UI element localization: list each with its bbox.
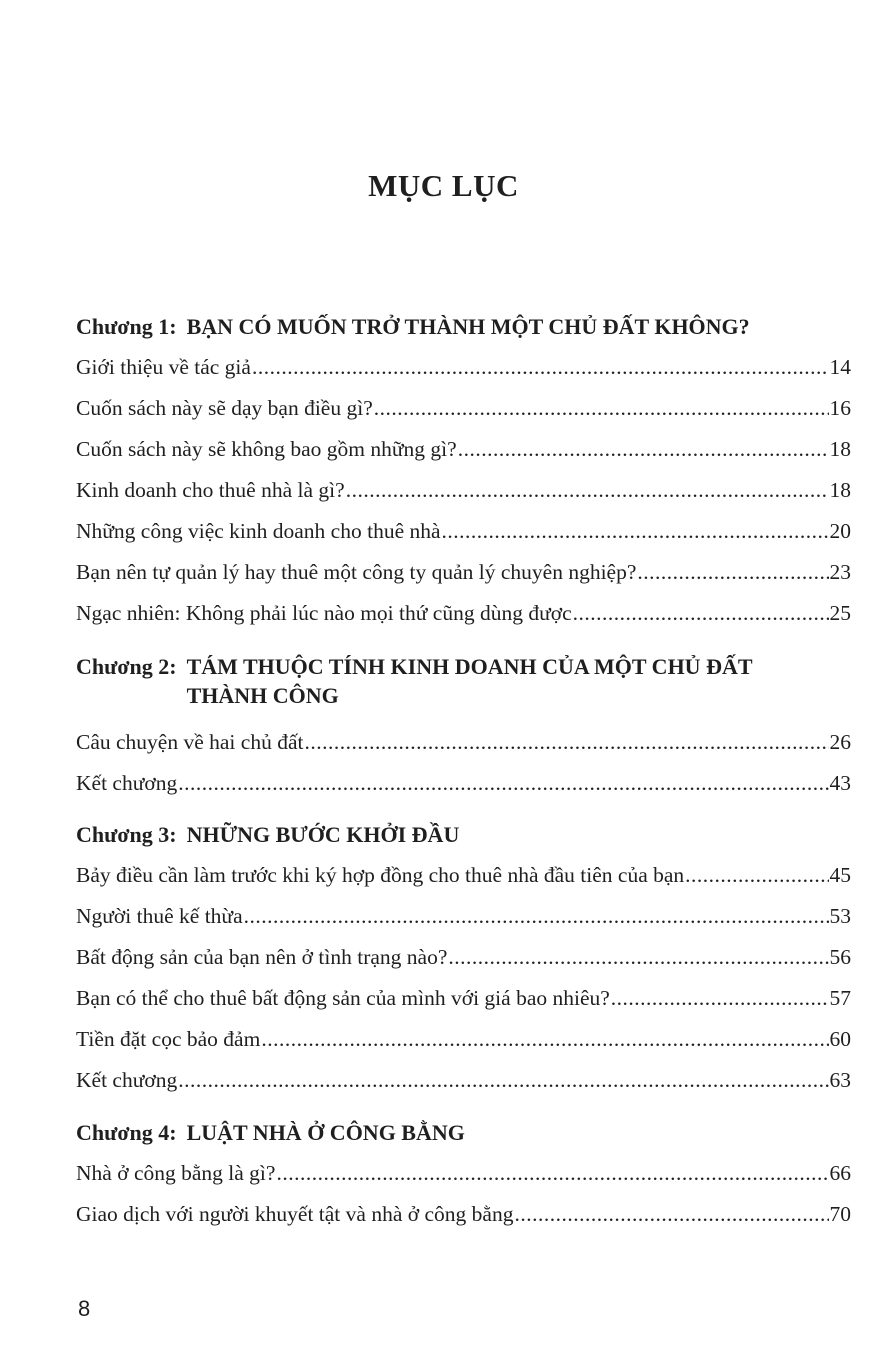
toc-entry[interactable]	[76, 983, 851, 1013]
entry-title: Cuốn sách này sẽ dạy bạn điều gì?	[76, 396, 373, 420]
entry-title: Bạn nên tự quản lý hay thuê một công ty quản lý chuyên nghiệp?	[76, 560, 637, 584]
leader-dots	[276, 1158, 828, 1188]
entry-page: 53	[829, 904, 851, 928]
toc-entry[interactable]	[76, 516, 851, 546]
entry-title: Người thuê kế thừa	[76, 904, 243, 928]
entry-page: 25	[829, 601, 851, 625]
leader-dots	[442, 516, 829, 546]
leader-dots	[252, 352, 829, 382]
entry-title: Câu chuyện về hai chủ đất	[76, 730, 304, 754]
entry-page: 60	[829, 1027, 851, 1051]
entry-page: 70	[829, 1202, 851, 1226]
chapter-heading	[76, 312, 836, 341]
entry-title: Bảy điều cần làm trước khi ký hợp đồng cho thuê nhà đầu tiên của bạn	[76, 863, 685, 887]
toc-entry[interactable]	[76, 901, 851, 931]
entry-page: 26	[829, 730, 851, 754]
entry-title: Kinh doanh cho thuê nhà là gì?	[76, 478, 345, 502]
leader-dots	[178, 1065, 828, 1095]
toc-entry[interactable]	[76, 1158, 851, 1188]
leader-dots	[374, 393, 829, 423]
chapter-heading	[76, 820, 836, 849]
chapter-title: BẠN CÓ MUỐN TRỞ THÀNH MỘT CHỦ ĐẤT KHÔNG?	[186, 314, 750, 339]
toc-entry[interactable]	[76, 1024, 851, 1054]
leader-dots	[458, 434, 829, 464]
toc-entry[interactable]	[76, 393, 851, 423]
toc-entry[interactable]	[76, 434, 851, 464]
chapter-title: LUẬT NHÀ Ở CÔNG BẰNG	[186, 1120, 465, 1145]
leader-dots	[261, 1024, 828, 1054]
entry-page: 63	[829, 1068, 851, 1092]
page-title: MỤC LỤC	[368, 168, 519, 203]
entry-title: Giới thiệu về tác giả	[76, 355, 251, 379]
entry-title: Tiền đặt cọc bảo đảm	[76, 1027, 261, 1051]
toc-entry[interactable]	[76, 557, 851, 587]
toc-entry[interactable]	[76, 1199, 851, 1229]
entry-title: Kết chương	[76, 1068, 178, 1092]
toc-entry[interactable]	[76, 768, 851, 798]
chapter-label: Chương 4:	[76, 1120, 177, 1145]
entry-page: 14	[829, 355, 851, 379]
toc-entry[interactable]	[76, 860, 851, 890]
entry-title: Bạn có thể cho thuê bất động sản của mình với giá bao nhiêu?	[76, 986, 610, 1010]
entry-page: 66	[829, 1161, 851, 1185]
toc-entry[interactable]	[76, 1065, 851, 1095]
chapter-title: TÁM THUỘC TÍNH KINH DOANH CỦA MỘT CHỦ ĐẤT THÀNH CÔNG	[186, 654, 753, 708]
toc-entry[interactable]	[76, 352, 851, 382]
leader-dots	[346, 475, 829, 505]
chapter-heading	[76, 652, 836, 710]
leader-dots	[637, 557, 828, 587]
leader-dots	[304, 727, 828, 757]
chapter-label: Chương 3:	[76, 822, 177, 847]
leader-dots	[573, 598, 829, 628]
toc-entry[interactable]	[76, 942, 851, 972]
entry-page: 57	[829, 986, 851, 1010]
entry-title: Giao dịch với người khuyết tật và nhà ở công bằng	[76, 1202, 514, 1226]
entry-title: Kết chương	[76, 771, 178, 795]
leader-dots	[685, 860, 828, 890]
leader-dots	[244, 901, 829, 931]
chapter-label: Chương 1:	[76, 314, 177, 339]
chapter-title: NHỮNG BƯỚC KHỞI ĐẦU	[186, 822, 460, 847]
chapter-label: Chương 2:	[76, 654, 177, 679]
entry-page: 56	[829, 945, 851, 969]
entry-title: Bất động sản của bạn nên ở tình trạng nào?	[76, 945, 448, 969]
toc-entry[interactable]	[76, 598, 851, 628]
entry-page: 18	[829, 478, 851, 502]
toc-entry[interactable]	[76, 475, 851, 505]
entry-page: 20	[829, 519, 851, 543]
entry-title: Những công việc kinh doanh cho thuê nhà	[76, 519, 441, 543]
leader-dots	[611, 983, 829, 1013]
leader-dots	[178, 768, 828, 798]
entry-page: 43	[829, 771, 851, 795]
entry-page: 16	[829, 396, 851, 420]
entry-page: 45	[829, 863, 851, 887]
entry-title: Ngạc nhiên: Không phải lúc nào mọi thứ cũng dùng được	[76, 601, 572, 625]
entry-title: Cuốn sách này sẽ không bao gồm những gì?	[76, 437, 457, 461]
chapter-heading	[76, 1118, 836, 1147]
entry-page: 18	[829, 437, 851, 461]
page-number: 8	[78, 1296, 91, 1321]
toc-entry[interactable]	[76, 727, 851, 757]
entry-page: 23	[829, 560, 851, 584]
leader-dots	[514, 1199, 828, 1229]
entry-title: Nhà ở công bằng là gì?	[76, 1161, 276, 1185]
leader-dots	[448, 942, 828, 972]
